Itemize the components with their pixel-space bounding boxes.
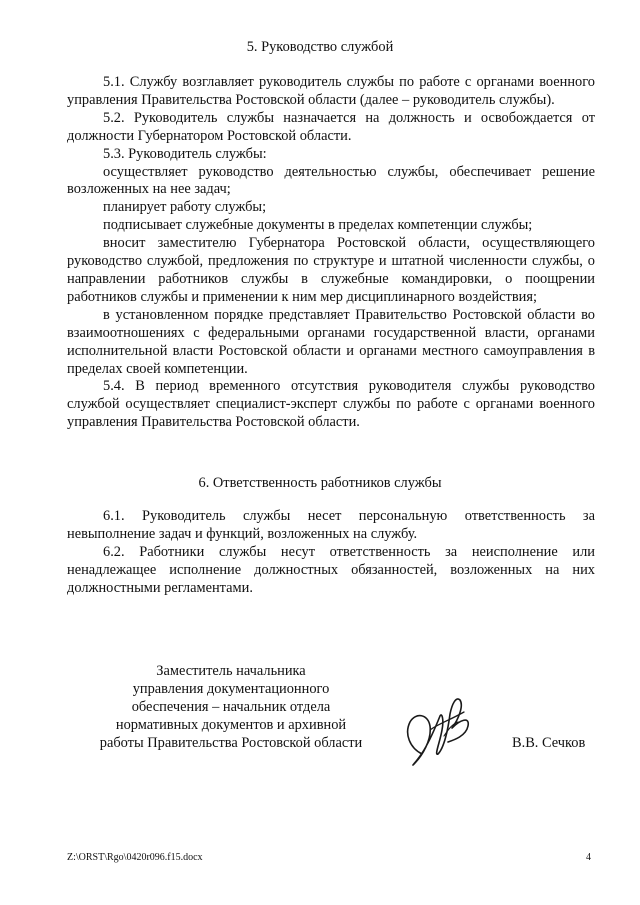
paragraph-5-4: 5.4. В период временного отсутствия руководителя службы руководство службой осуществляет специалист-эксперт службы по работе с органами военного управления Правительства Ростовской области. [67, 378, 595, 431]
signatory-position [96, 662, 366, 752]
duty-represent: в установленном порядке представляет Правительство Ростовской области во взаимоотношениях с федеральными органами государственной власти, органами исполнительной власти Ростовской области и органами местного самоуправления в пределах своей компетенции. [67, 306, 595, 377]
position-line: обеспечения – начальник отдела [131, 699, 331, 715]
paragraph-6-1: 6.1. Руководитель службы несет персональную ответственность за невыполнение задач и функций, возложенных на службу. [67, 508, 595, 542]
section-5-heading: 5. Руководство службой [246, 39, 394, 55]
section-5-body [67, 74, 595, 432]
duty-plan: планирует работу службы; [103, 199, 267, 216]
paragraph-5-1: 5.1. Службу возглавляет руководитель службы по работе с органами военного управления Правительства Ростовской области (далее – руководитель службы). [67, 74, 595, 108]
duty-manage: осуществляет руководство деятельностью службы, обеспечивает решение возложенных на нее задач; [67, 163, 595, 198]
paragraph-6-2: 6.2. Работники службы несут ответственность за неисполнение или ненадлежащее исполнение должностных обязанностей, возложенных на них должностными регламентами. [67, 543, 595, 596]
section-6-body [67, 508, 595, 598]
paragraph-5-2: 5.2. Руководитель службы назначается на должность и освобождается от должности Губернатором Ростовской области. [67, 109, 595, 144]
paragraph-5-3: 5.3. Руководитель службы: [103, 145, 267, 162]
position-line: управления документационного [132, 681, 330, 697]
handwritten-signature [400, 690, 480, 772]
signatory-name: В.В. Сечков [512, 735, 586, 751]
duty-sign: подписывает служебные документы в пределах компетенции службы; [103, 217, 533, 234]
position-line: Заместитель начальника [156, 663, 306, 679]
footer-file-path: Z:\ORST\Rgo\0420r096.f15.docx [67, 852, 203, 863]
position-line: работы Правительства Ростовской области [99, 735, 363, 751]
position-line: нормативных документов и архивной [115, 717, 347, 733]
duty-propose: вносит заместителю Губернатора Ростовской области, осуществляющего руководство службой, предложения по структуре и штатной численности службы, о направлении работников службы в служебные командировки, о поощрении работников службы и применении к ним мер дисциплинарного воздействия; [67, 235, 595, 305]
section-6-heading: 6. Ответственность работников службы [198, 475, 442, 491]
page-number: 4 [586, 852, 591, 863]
